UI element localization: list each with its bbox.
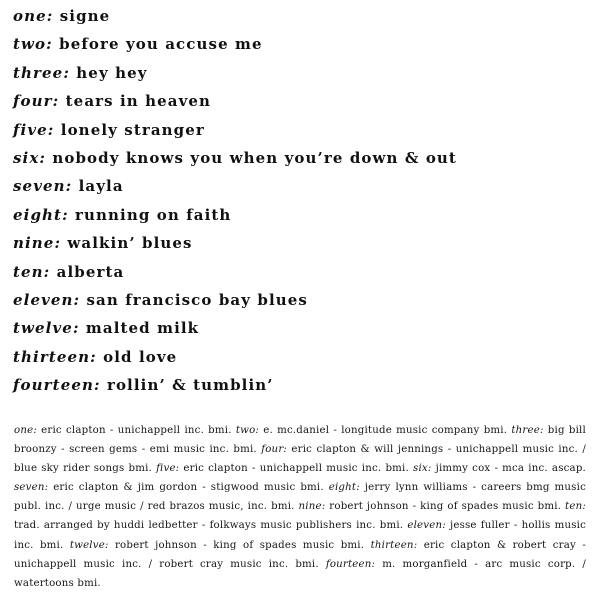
track-item	[13, 343, 593, 371]
track-number: eleven:	[13, 290, 81, 309]
track-item	[13, 116, 593, 144]
credit-text: big bill broonzy - screen gems - emi music inc. bmi.	[14, 425, 586, 456]
track-item	[13, 59, 593, 87]
credit-number: nine:	[298, 501, 326, 513]
credit-text: m. morganfield - arc music corp. / watertoons bmi.	[14, 558, 586, 589]
track-title: hey hey	[76, 63, 148, 82]
credit-text: eric clapton - unichappell music inc. bmi.	[183, 463, 409, 475]
track-number: one:	[13, 7, 54, 25]
track-item	[13, 144, 593, 172]
track-number: twelve:	[13, 319, 80, 338]
track-number: five:	[13, 120, 55, 139]
track-item	[13, 371, 593, 399]
credit-number: one:	[14, 425, 37, 436]
credit-number: five:	[156, 463, 180, 475]
track-number: four:	[13, 92, 60, 111]
track-title: lonely stranger	[60, 120, 205, 139]
credit-number: eleven:	[407, 520, 446, 532]
track-item	[13, 30, 593, 58]
track-title: before you accuse me	[59, 35, 263, 54]
track-item	[13, 286, 593, 314]
credit-number: two:	[235, 425, 260, 436]
credit-number: thirteen:	[370, 539, 418, 551]
credit-text: jimmy cox - mca inc. ascap.	[435, 463, 586, 475]
track-item	[13, 229, 593, 257]
track-number: three:	[13, 63, 70, 82]
credit-text: eric clapton & robert cray - unichappell music inc. / robert cray music inc. bmi.	[14, 539, 586, 570]
songwriter-credits	[14, 421, 586, 593]
track-item	[13, 172, 593, 200]
track-title: san francisco bay blues	[86, 290, 308, 309]
track-item	[13, 2, 593, 30]
credit-number: eight:	[328, 482, 360, 494]
track-title: signe	[59, 7, 111, 25]
track-number: seven:	[13, 177, 73, 196]
track-item	[13, 258, 593, 286]
credit-text: robert johnson - king of spades music bmi.	[114, 539, 365, 551]
track-number: eight:	[13, 205, 69, 224]
track-title: walkin’ blues	[67, 234, 193, 253]
credit-number: seven:	[14, 482, 49, 494]
track-title: tears in heaven	[65, 92, 212, 111]
track-title: malted milk	[85, 319, 200, 338]
track-number: fourteen:	[13, 376, 101, 395]
track-number: six:	[13, 148, 47, 167]
track-item	[13, 87, 593, 115]
track-number: two:	[13, 35, 53, 54]
track-number: nine:	[13, 234, 62, 253]
track-title: rollin’ & tumblin’	[106, 376, 274, 395]
track-item	[13, 314, 593, 342]
credit-text: trad. arranged by huddi ledbetter - folkways music publishers inc. bmi.	[14, 520, 404, 532]
track-number: thirteen:	[13, 347, 97, 366]
credit-number: twelve:	[69, 539, 109, 551]
credit-text: jerry lynn williams - careers bmg music publ. inc. / urge music / red brazos music, inc. bmi.	[14, 482, 586, 513]
credit-text: robert johnson - king of spades music bmi.	[329, 501, 562, 513]
credit-number: three:	[511, 425, 544, 436]
credit-number: four:	[261, 444, 288, 456]
track-item	[13, 201, 593, 229]
track-title: old love	[103, 347, 178, 366]
credit-number: ten:	[565, 501, 586, 513]
credit-number: six:	[413, 463, 432, 475]
track-title: alberta	[56, 262, 125, 281]
credit-number: fourteen:	[325, 558, 376, 570]
credit-text: eric clapton - unichappell inc. bmi.	[41, 425, 232, 436]
credit-text: eric clapton & will jennings - unichappell music inc. / blue sky rider songs bmi.	[14, 444, 586, 475]
tracklist	[13, 2, 593, 399]
track-title: layla	[78, 177, 124, 196]
credit-text: e. mc.daniel - longitude music company bmi.	[263, 425, 508, 436]
credit-text: eric clapton & jim gordon - stigwood music bmi.	[53, 482, 324, 494]
track-title: nobody knows you when you’re down & out	[52, 148, 457, 167]
credit-text: jesse fuller - hollis music inc. bmi.	[14, 520, 587, 551]
track-title: running on faith	[75, 205, 232, 224]
track-number: ten:	[13, 262, 51, 281]
